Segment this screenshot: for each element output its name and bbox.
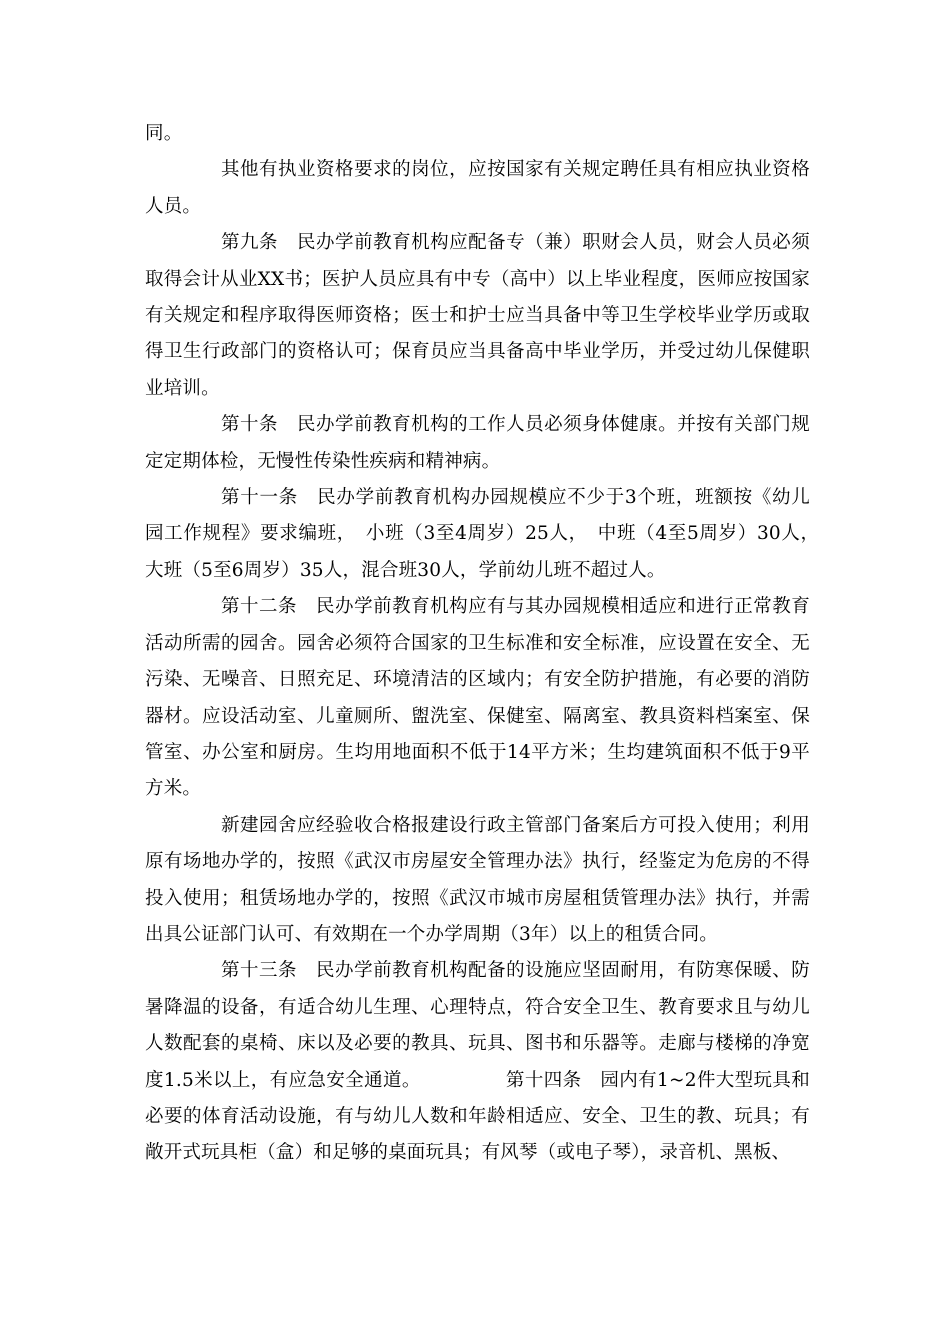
paragraph-new-buildings: 新建园舍应经验收合格报建设行政主管部门备案后方可投入使用；利用原有场地办学的，按照《武汉市房屋安全管理办法》执行，经鉴定为危房的不得投入使用；租赁场地办学的，按照《武汉市城市房屋租赁管理办法》执行，并需出具公证部门认可、有效期在一个办学周期（3年）以上的租赁合同。 <box>145 814 810 945</box>
paragraph-qualification-posts: 其他有执业资格要求的岗位，应按国家有关规定聘任具有相应执业资格人员。 <box>145 159 810 217</box>
paragraph-article-10: 第十条 民办学前教育机构的工作人员必须身体健康。并按有关部门规定定期体检，无慢性传染性疾病和精神病。 <box>145 414 810 472</box>
paragraph-article-13-14: 第十三条 民办学前教育机构配备的设施应坚固耐用，有防寒保暖、防暑降温的设备，有适合幼儿生理、心理特点，符合安全卫生、教育要求且与幼儿人数配套的桌椅、床以及必要的教具、玩具、图书和乐器等。走廊与楼梯的净宽度1.5米以上，有应急安全通道。 第十四条 园内有1~2件大型玩具和必要的体育活动设施，有与幼儿人数和年龄相适应、安全、卫生的教、玩具；有敞开式玩具柜（盒）和足够的桌面玩具；有风琴（或电子琴），录音机、黑板、 <box>145 960 810 1164</box>
paragraph-continuation: 同。 <box>145 123 183 144</box>
paragraph-article-12: 第十二条 民办学前教育机构应有与其办园规模相适应和进行正常教育活动所需的园舍。园舍必须符合国家的卫生标准和安全标准，应设置在安全、无污染、无噪音、日照充足、环境清洁的区域内；有安全防护措施，有必要的消防器材。应设活动室、儿童厕所、盥洗室、保健室、隔离室、教具资料档案室、保管室、办公室和厨房。生均用地面积不低于14平方米；生均建筑面积不低于9平方米。 <box>145 596 810 800</box>
paragraph-article-11: 第十一条 民办学前教育机构办园规模应不少于3个班，班额按《幼儿园工作规程》要求编班， 小班（3至4周岁）25人， 中班（4至5周岁）30人， 大班（5至6周岁）35人，混合班30人，学前幼儿班不超过人。 <box>145 487 829 581</box>
paragraph-article-9: 第九条 民办学前教育机构应配备专（兼）职财会人员，财会人员必须取得会计从业XX书；医护人员应具有中专（高中）以上毕业程度，医师应按国家有关规定和程序取得医师资格；医士和护士应当具备中等卫生学校毕业学历或取得卫生行政部门的资格认可；保育员应当具备高中毕业学历，并受过幼儿保健职业培训。 <box>145 232 810 399</box>
document-body <box>145 116 829 1172</box>
